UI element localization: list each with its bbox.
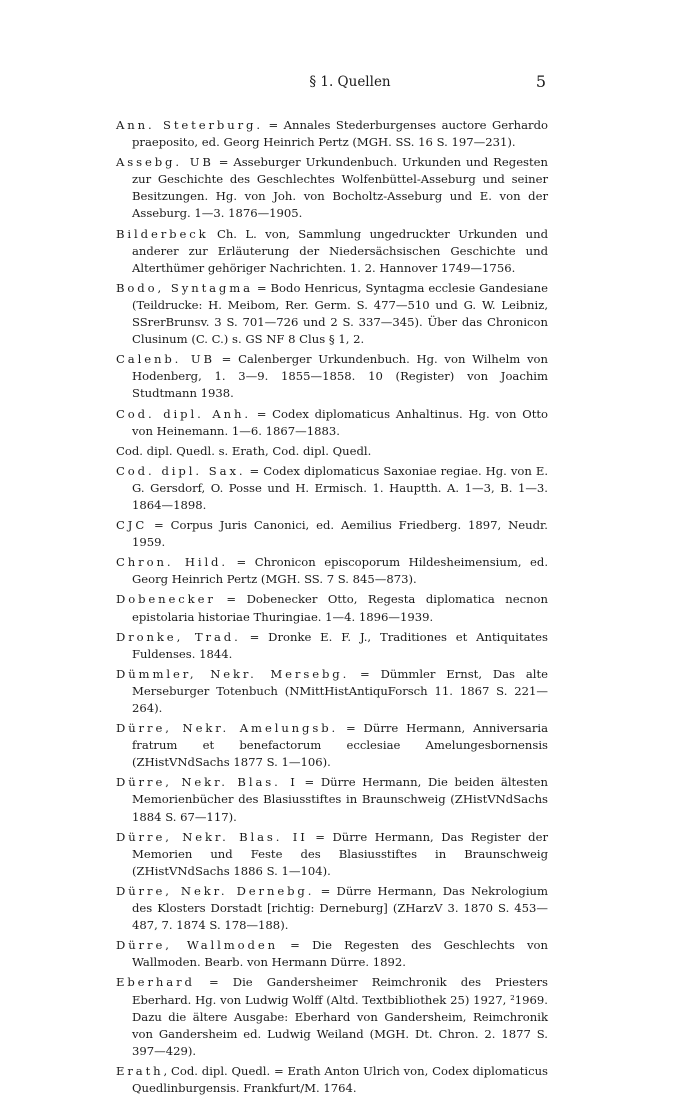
bibliography-list — [116, 117, 548, 1100]
entry-abbreviation: Dürre, Nekr. Blas. II — [116, 829, 308, 844]
bibliography-entry — [116, 117, 548, 151]
entry-text: = Calenberger Urkundenbuch. Hg. von Wilhelm von Hodenberg, 1. 3—9. 1855—1858. 10 (Register) von Joachim Studtmann 1938. — [132, 352, 549, 401]
entry-abbreviation: Cod. dipl. Sax. — [116, 463, 246, 478]
entry-abbreviation: Dürre, Nekr. Blas. I — [116, 775, 298, 790]
entry-abbreviation: Calenb. UB — [116, 352, 215, 367]
entry-text: = Asseburger Urkundenbuch. Urkunden und Regesten zur Geschichte des Geschlechtes Wolfenbüttel-Asseburg und seiner Besitzungen. Hg. von Joh. von Bocholtz-Asseburg und E. von der Asseburg. 1—3. 1876—1905. — [132, 155, 548, 221]
bibliography-entry — [116, 226, 548, 277]
entry-text: = Dobenecker Otto, Regesta diplomatica necnon epistolaria historiae Thuringiae. 1—4. 1896—1939. — [132, 592, 548, 624]
entry-text: = Dürre Hermann, Die beiden ältesten Memorienbücher des Blasiusstiftes in Braunschweig (ZHistVNdSachs 1884 S. 67—117). — [132, 775, 548, 824]
bibliography-entry — [116, 774, 548, 825]
entry-abbreviation: Cod. dipl. Anh. — [116, 406, 251, 421]
entry-text: = Dürre Hermann, Das Register der Memorien und Feste des Blasiusstiftes in Braunschweig (ZHistVNdSachs 1886 S. 1—104). — [132, 829, 548, 878]
entry-text: , Cod. dipl. Quedl. = Erath Anton Ulrich von, Codex diplomaticus Quedlinburgensis. Frankfurt/M. 1764. — [132, 1063, 548, 1095]
running-title: § 1. Quellen — [309, 74, 391, 90]
entry-abbreviation: CJC — [116, 518, 148, 533]
entry-text: = Die Regesten des Geschlechts von Wallmoden. Bearb. von Hermann Dürre. 1892. — [132, 938, 548, 970]
bibliography-entry — [116, 937, 548, 971]
entry-text: = Corpus Juris Canonici, ed. Aemilius Friedberg. 1897, Neudr. 1959. — [132, 518, 548, 550]
entry-abbreviation: Dümmler, Nekr. Mersebg. — [116, 666, 350, 681]
bibliography-entry — [116, 443, 548, 460]
page-header — [0, 72, 700, 94]
entry-abbreviation: Eberhard — [116, 975, 195, 990]
bibliography-entry — [116, 883, 548, 934]
bibliography-entry — [116, 629, 548, 663]
entry-abbreviation: Bilderbeck — [116, 226, 209, 241]
bibliography-entry — [116, 351, 548, 402]
entry-abbreviation: Dronke, Trad. — [116, 629, 241, 644]
bibliography-entry — [116, 406, 548, 440]
entry-text: = Annales Stederburgenses auctore Gerhardo praeposito, ed. Georg Heinrich Pertz (MGH. SS. 16 S. 197—231). — [132, 118, 548, 150]
page-number: 5 — [535, 72, 546, 91]
bibliography-entry — [116, 154, 548, 222]
entry-text: = Dronke E. F. J., Traditiones et Antiquitates Fuldenses. 1844. — [132, 629, 548, 661]
entry-text: = Codex diplomaticus Anhaltinus. Hg. von Otto von Heinemann. 1—6. 1867—1883. — [132, 406, 548, 438]
bibliography-entry — [116, 974, 548, 1059]
entry-abbreviation: Dürre, Nekr. Dernebg. — [116, 883, 315, 898]
bibliography-entry — [116, 517, 548, 551]
bibliography-entry — [116, 829, 548, 880]
entry-abbreviation: Erath — [116, 1063, 164, 1078]
entry-text: = Dürre Hermann, Das Nekrologium des Klosters Dorstadt [richtig: Derneburg] (ZHarzV 3. 1870 S. 453—487, 7. 1874 S. 178—188). — [132, 883, 548, 933]
entry-abbreviation: Assebg. UB — [116, 155, 214, 170]
entry-abbreviation: Dürre, Nekr. Amelungsb. — [116, 721, 339, 736]
entry-abbreviation: Dobenecker — [116, 592, 216, 607]
entry-text: = Dürre Hermann, Anniversaria fratrum et benefactorum ecclesiae Amelungesbornensis (ZHistVNdSachs 1877 S. 1—106). — [132, 721, 549, 770]
bibliography-entry — [116, 591, 548, 625]
entry-text: = Die Gandersheimer Reimchronik des Priesters Eberhard. Hg. von Ludwig Wolff (Altd. Textbibliothek 25) 1927, ²1969. Dazu die ältere Ausgabe: Eberhard von Gandersheim, Reimchronik von Gandersheim ed. Ludwig Weiland (MGH. Dt. Chron. 2. 1877 S. 397—429). — [132, 975, 548, 1058]
entry-text: = Codex diplomaticus Saxoniae regiae. Hg. von E. G. Gersdorf, O. Posse und H. Ermisch. 1. Hauptth. A. 1—3, B. 1—3. 1864—1898. — [132, 463, 549, 512]
bibliography-entry — [116, 1063, 548, 1097]
entry-text: = Chronicon episcoporum Hildesheimensium, ed. Georg Heinrich Pertz (MGH. SS. 7 S. 845—873). — [132, 555, 548, 587]
entry-text: = Bodo Henricus, Syntagma ecclesie Gandesiane (Teildrucke: H. Meibom, Rer. Germ. S. 477—510 und G. W. Leibniz, SSrerBrunsv. 3 S. 701—726 und 2 S. 337—345). Über das Chronicon Clusinum (C. C.) s. GS NF 8 Clus § 1, 2. — [132, 280, 548, 347]
entry-abbreviation: Bodo, Syntagma — [116, 280, 253, 295]
entry-text: = Dümmler Ernst, Das alte Merseburger Totenbuch (NMittHistAntiquForsch 11. 1867 S. 221—264). — [132, 666, 548, 715]
entry-text: Ch. L. von, Sammlung ungedruckter Urkunden und anderer zur Erläuterung der Niedersächsischen Geschichte und Alterthümer gehöriger Nachrichten. 1. 2. Hannover 1749—1756. — [132, 226, 548, 275]
entry-abbreviation: Ann. Steterburg. — [116, 118, 263, 132]
entry-abbreviation: Chron. Hild. — [116, 555, 228, 570]
bibliography-entry — [116, 554, 548, 588]
bibliography-entry — [116, 463, 548, 514]
entry-text: Cod. dipl. Quedl. s. Erath, Cod. dipl. Quedl. — [116, 443, 372, 458]
bibliography-entry — [116, 720, 548, 771]
bibliography-entry — [116, 280, 548, 348]
bibliography-entry — [116, 666, 548, 717]
entry-abbreviation: Dürre, Wallmoden — [116, 938, 278, 953]
